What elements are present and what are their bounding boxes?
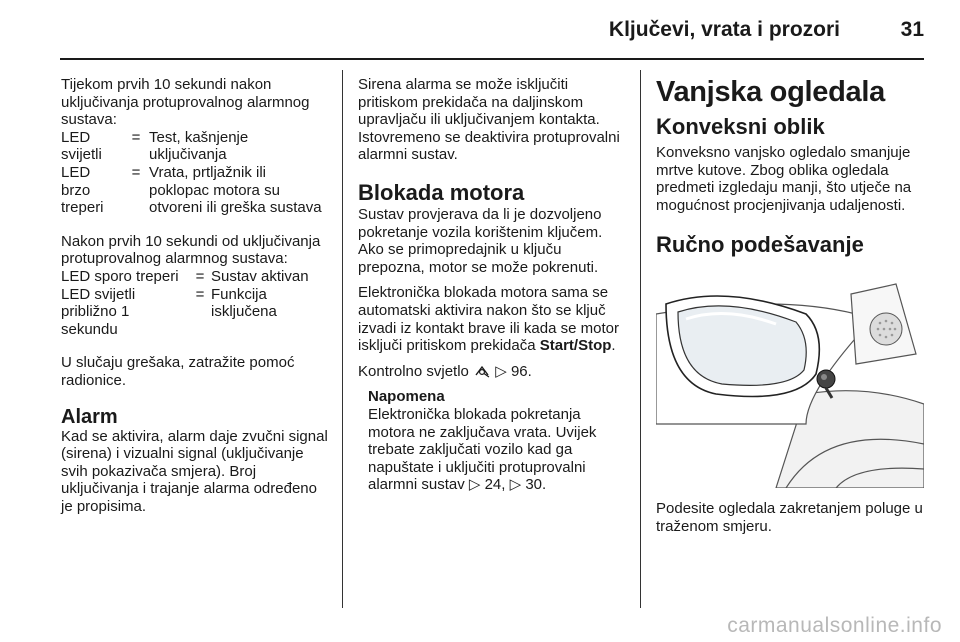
led-status-table-2 bbox=[61, 268, 329, 338]
led-description: Test, kašnjenje uključivanja bbox=[149, 128, 249, 164]
equals-sign: = bbox=[131, 163, 141, 181]
watermark: carmanualsonline.info bbox=[727, 614, 942, 637]
led-description: Vrata, prtljažnik ili poklopac motora su otvoreni ili greška sustava bbox=[149, 163, 322, 217]
intro-paragraph: Tijekom prvih 10 sekundi nakon uključivanja protuprovalnog alarmnog sustava: bbox=[61, 76, 310, 129]
page-header-title: Ključevi, vrata i prozori bbox=[608, 18, 840, 41]
page-number: 31 bbox=[900, 18, 924, 41]
immobilizer-paragraph-1: Sustav provjerava da li je dozvoljeno pokretanje vozila korištenim ključem. Ako se primopredajnik u ključu prepozna, motor se može pokrenuti. bbox=[358, 205, 603, 276]
led-description: Sustav aktivan bbox=[211, 267, 309, 285]
mirror-adjustment-illustration bbox=[656, 274, 924, 488]
section-heading: Vanjska ogledala bbox=[656, 76, 885, 108]
immobilizer-text: Elektronička blokada motora sama se automatski aktivira nakon što se ključ izvadi iz kontakt brave ili kada se motor isključi pritiskom prekidača bbox=[358, 284, 619, 355]
column-divider-2 bbox=[640, 70, 641, 608]
convex-heading: Konveksni oblik bbox=[656, 114, 825, 139]
led-term: LED brzo treperi bbox=[61, 163, 104, 217]
immobilizer-heading: Blokada motora bbox=[358, 179, 525, 205]
note-heading: Napomena bbox=[368, 388, 445, 406]
control-light-ref: 96. bbox=[510, 362, 532, 380]
led-term: LED svijetli bbox=[61, 128, 102, 164]
note-block bbox=[358, 388, 628, 494]
figure-caption: Podesite ogledala zakretanjem poluge u traženom smjeru. bbox=[656, 500, 923, 535]
manual-adjust-heading: Ručno podešavanje bbox=[656, 232, 864, 258]
led-status-table-1 bbox=[61, 129, 329, 217]
control-light-paragraph bbox=[358, 363, 628, 381]
column-2 bbox=[358, 76, 628, 494]
page-ref-arrow-icon: ▷ bbox=[509, 476, 522, 494]
period: . bbox=[611, 337, 616, 355]
after-10s-paragraph: Nakon prvih 10 sekundi od uključivanja protuprovalnog alarmnog sustava: bbox=[61, 232, 321, 268]
led-term: LED sporo treperi bbox=[61, 267, 179, 285]
column-3 bbox=[656, 76, 928, 536]
equals-sign: = bbox=[195, 285, 205, 303]
page-ref-arrow-icon: ▷ bbox=[495, 362, 507, 380]
alarm-heading: Alarm bbox=[61, 405, 118, 428]
siren-paragraph: Sirena alarma se može isključiti pritiskom prekidača na daljinskom upravljaču ili uključivanjem kontakta. Istovremeno se deaktivira protuprovalni alarmni sustav. bbox=[358, 76, 620, 164]
equals-sign: = bbox=[195, 267, 205, 285]
immobilizer-key-icon bbox=[473, 364, 491, 378]
equals-sign: = bbox=[131, 128, 141, 146]
control-light-text: Kontrolno svjetlo bbox=[358, 362, 469, 380]
led-description: Funkcija isključena bbox=[211, 285, 277, 321]
convex-paragraph: Konveksno vanjsko ogledalo smanjuje mrtve kutove. Zbog oblika ogledala predmeti izgledaju manji, što utječe na mogućnost procjenjivanja udaljenosti. bbox=[656, 144, 912, 214]
led-term: LED svijetli približno 1 sekundu bbox=[61, 285, 136, 338]
note-text bbox=[368, 406, 628, 494]
note-ref-2: 30. bbox=[525, 476, 547, 494]
page-ref-arrow-icon: ▷ bbox=[468, 476, 481, 494]
column-divider-1 bbox=[342, 70, 343, 608]
immobilizer-paragraph-2 bbox=[358, 284, 628, 354]
start-stop-label: Start/Stop bbox=[539, 337, 612, 355]
alarm-paragraph: Kad se aktivira, alarm daje zvučni signal (sirena) i vizualni signal (uključivanje svih pokazivača smjera). Broj uključivanja i trajanje alarma određeno je propisima. bbox=[61, 427, 328, 515]
note-ref-1: 24, bbox=[484, 476, 506, 494]
fault-paragraph: U slučaju grešaka, zatražite pomoć radionice. bbox=[61, 354, 295, 389]
header-rule bbox=[60, 58, 924, 60]
note-body: Elektronička blokada pokretanja motora ne zaključava vrata. Uvijek trebate zaključati vozilo kad ga napuštate i uključiti protuprovalni alarmni sustav bbox=[368, 405, 597, 494]
column-1 bbox=[61, 76, 329, 515]
